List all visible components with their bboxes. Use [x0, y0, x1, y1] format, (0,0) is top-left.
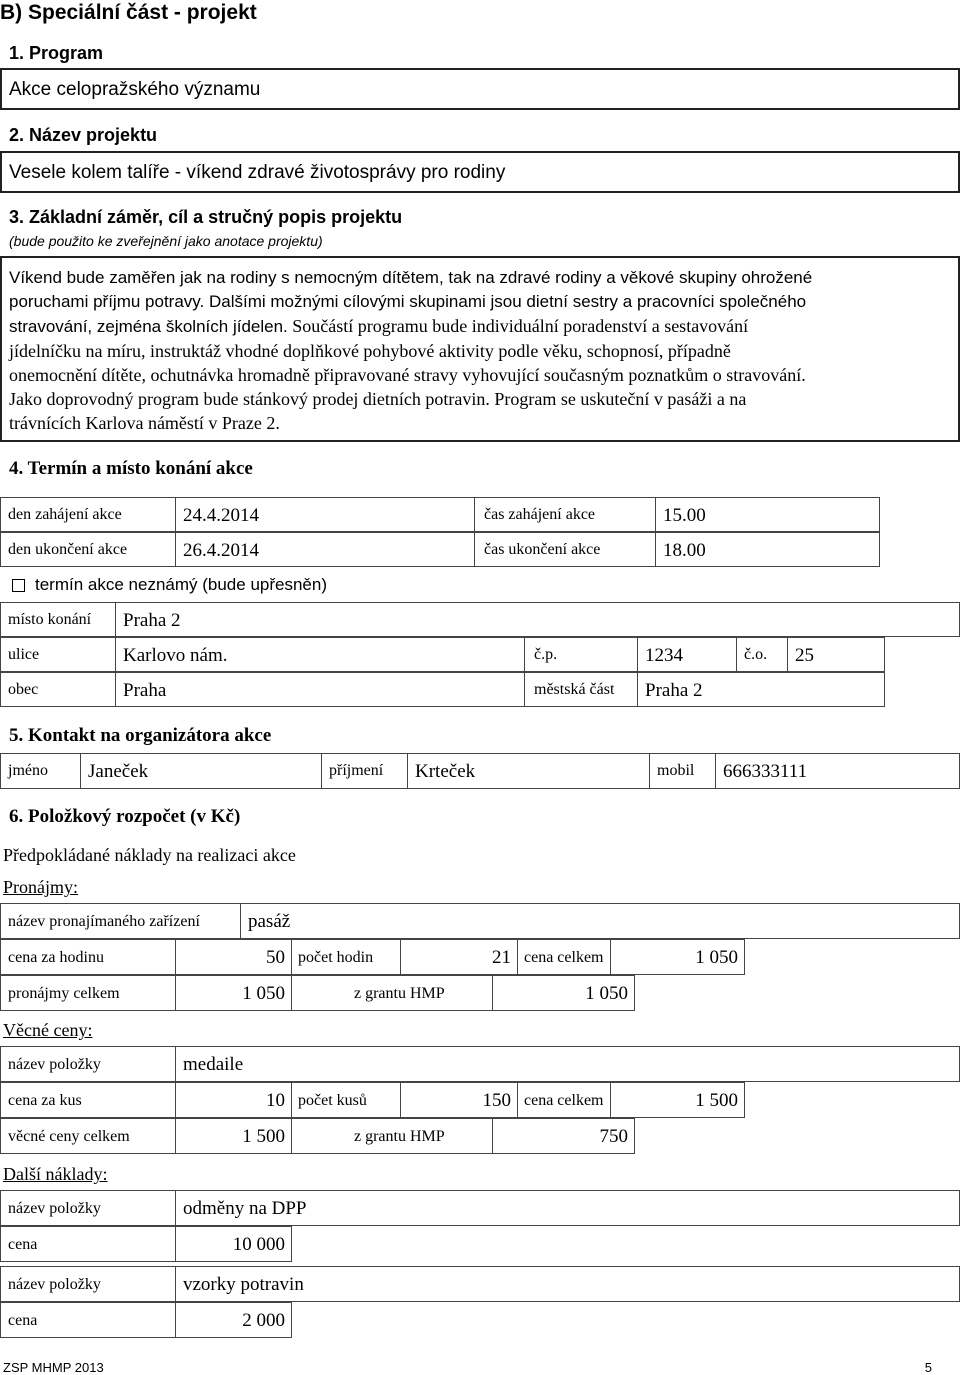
- prize-total-price-label: cena celkem: [524, 1092, 604, 1109]
- last-name-label: příjmení: [329, 762, 384, 779]
- pieces-label-cell: [292, 1082, 400, 1118]
- cp-field[interactable]: [637, 637, 737, 672]
- end-date-label-cell: [0, 532, 175, 567]
- other-item2-value: vzorky potravin: [183, 1274, 304, 1295]
- rent-total-price-field[interactable]: [610, 939, 745, 975]
- rent-name-value: pasáž: [248, 911, 291, 932]
- start-time-label-cell: [475, 497, 655, 532]
- end-time-value: 18.00: [663, 540, 706, 561]
- other-item2-field[interactable]: [175, 1266, 960, 1302]
- street-label-cell: [0, 637, 115, 672]
- budget-intro: Předpokládané náklady na realizaci akce: [3, 845, 296, 865]
- section-title: B) Speciální část - projekt: [0, 1, 257, 24]
- district-field[interactable]: [637, 672, 885, 707]
- piece-price-field[interactable]: [175, 1082, 292, 1118]
- last-name-value: Krteček: [415, 761, 476, 782]
- pieces-value: 150: [482, 1090, 511, 1111]
- intent-line-2a: poruchami příjmu potravy.: [9, 292, 205, 311]
- project-name-heading: 2. Název projektu: [9, 125, 158, 145]
- end-date-field[interactable]: [175, 532, 475, 567]
- piece-price-label: cena za kus: [8, 1092, 82, 1109]
- other-item1-label: název položky: [8, 1200, 101, 1217]
- start-date-label-cell: [0, 497, 175, 532]
- intent-line-1: Víkend bude zaměřen jak na rodiny s nemocným dítětem, tak na zdravé rodiny a věkové skupiny ohrožené: [9, 268, 813, 287]
- unknown-term-label: termín akce neznámý (bude upřesněn): [35, 575, 327, 594]
- town-value: Praha: [123, 680, 167, 701]
- hours-label: počet hodin: [298, 949, 374, 966]
- end-date-label: den ukončení akce: [8, 541, 128, 558]
- intent-line-6: Jako doprovodný program bude stánkový prodej dietních potravin. Program se uskuteční v pasáži a na: [9, 389, 747, 409]
- project-name-value: Vesele kolem talíře - víkend zdravé životosprávy pro rodiny: [9, 162, 506, 183]
- prizes-sum-label-cell: [0, 1118, 175, 1154]
- rent-name-label-cell: [0, 903, 240, 939]
- rent-sum-value: 1 050: [242, 983, 285, 1004]
- project-name-box: [0, 151, 960, 193]
- town-label-cell: [0, 672, 115, 707]
- other-price2-field[interactable]: [175, 1302, 292, 1338]
- end-time-label: čas ukončení akce: [484, 541, 601, 558]
- intent-note: (bude použito ke zveřejnění jako anotace projektu): [9, 233, 323, 249]
- mobile-field[interactable]: [715, 753, 960, 789]
- start-date-label: den zahájení akce: [8, 506, 122, 523]
- cp-value: 1234: [645, 645, 683, 666]
- footer-left: ZSP MHMP 2013: [3, 1360, 104, 1375]
- prize-total-price-label-cell: [518, 1082, 610, 1118]
- co-field[interactable]: [787, 637, 885, 672]
- intent-line-4: jídelníčku na míru, instruktáž vhodné doplňkové pohybové aktivity podle věku, schopnosí, případně: [9, 341, 731, 361]
- district-label-cell: [525, 672, 637, 707]
- street-value: Karlovo nám.: [123, 645, 228, 666]
- other-price1-label: cena: [8, 1236, 38, 1253]
- prize-name-field[interactable]: [175, 1046, 960, 1082]
- first-name-label: jméno: [8, 762, 48, 779]
- start-time-field[interactable]: [655, 497, 880, 532]
- rent-total-price-label: cena celkem: [524, 949, 604, 966]
- prize-name-label-cell: [0, 1046, 175, 1082]
- intent-line-3a: stravování, zejména školních jídelen.: [9, 317, 288, 336]
- piece-price-label-cell: [0, 1082, 175, 1118]
- prize-total-price-value: 1 500: [695, 1090, 738, 1111]
- prizes-sum-label: věcné ceny celkem: [8, 1128, 130, 1145]
- prizes-sum-value: 1 500: [242, 1126, 285, 1147]
- prize-name-value: medaile: [183, 1054, 244, 1075]
- start-time-value: 15.00: [663, 505, 706, 526]
- rent-sum-label-cell: [0, 975, 175, 1011]
- start-time-label: čas zahájení akce: [484, 506, 596, 523]
- rent-name-label: název pronajímaného zařízení: [8, 913, 200, 930]
- town-label: obec: [8, 681, 39, 698]
- term-heading: 4. Termín a místo konání akce: [9, 458, 253, 479]
- street-field[interactable]: [115, 637, 525, 672]
- intent-line-7: trávnících Karlova náměstí v Praze 2.: [9, 413, 280, 433]
- first-name-label-cell: [0, 753, 80, 789]
- prizes-sum-field[interactable]: [175, 1118, 292, 1154]
- town-field[interactable]: [115, 672, 525, 707]
- program-box: [0, 68, 960, 110]
- budget-heading: 6. Položkový rozpočet (v Kč): [9, 806, 241, 827]
- other-item1-value: odměny na DPP: [183, 1198, 307, 1219]
- program-heading: 1. Program: [9, 43, 104, 63]
- co-label-cell: [737, 637, 787, 672]
- first-name-field[interactable]: [80, 753, 322, 789]
- hour-price-label: cena za hodinu: [8, 949, 104, 966]
- end-time-label-cell: [475, 532, 655, 567]
- cp-label-cell: [525, 637, 637, 672]
- place-label: místo konání: [8, 611, 92, 628]
- other-price1-value: 10 000: [232, 1234, 285, 1255]
- prizes-title: Věcné ceny:: [3, 1020, 93, 1040]
- intent-heading: 3. Základní záměr, cíl a stručný popis projektu: [9, 207, 403, 227]
- hours-label-cell: [292, 939, 400, 975]
- pieces-field[interactable]: [400, 1082, 518, 1118]
- last-name-label-cell: [322, 753, 407, 789]
- cp-label: č.p.: [534, 646, 558, 663]
- place-field[interactable]: [115, 602, 960, 637]
- contact-heading: 5. Kontakt na organizátora akce: [9, 725, 272, 746]
- rent-title: Pronájmy:: [3, 877, 78, 897]
- prize-total-price-field[interactable]: [610, 1082, 745, 1118]
- intent-line-3b: Součástí programu bude individuální poradenství a sestavování: [287, 316, 749, 336]
- last-name-field[interactable]: [407, 753, 650, 789]
- start-date-field[interactable]: [175, 497, 475, 532]
- prizes-grant-label: z grantu HMP: [354, 1128, 445, 1145]
- prizes-grant-field[interactable]: [492, 1118, 635, 1154]
- intent-box: [0, 256, 960, 442]
- rent-grant-value: 1 050: [585, 983, 628, 1004]
- rent-sum-field[interactable]: [175, 975, 292, 1011]
- start-date-value: 24.4.2014: [183, 505, 259, 526]
- hours-field[interactable]: [400, 939, 518, 975]
- intent-line-5: onemocnění dítěte, ochutnávka hromadně připravované stravy vyhovující současným poznatkům o stravování.: [9, 365, 806, 385]
- pieces-label: počet kusů: [298, 1092, 367, 1109]
- other-title: Další náklady:: [3, 1164, 108, 1184]
- other-price1-label-cell: [0, 1226, 175, 1262]
- page-number: 5: [924, 1360, 932, 1375]
- other-price2-value: 2 000: [242, 1310, 285, 1331]
- piece-price-value: 10: [266, 1090, 285, 1111]
- end-date-value: 26.4.2014: [183, 540, 259, 561]
- hours-value: 21: [492, 947, 511, 968]
- other-price2-label: cena: [8, 1312, 38, 1329]
- program-value: Akce celopražského významu: [9, 79, 261, 100]
- place-value: Praha 2: [123, 610, 181, 631]
- prize-name-label: název položky: [8, 1056, 101, 1073]
- first-name-value: Janeček: [88, 761, 149, 782]
- other-item1-label-cell: [0, 1190, 175, 1226]
- rent-total-price-value: 1 050: [695, 947, 738, 968]
- rent-total-price-label-cell: [518, 939, 610, 975]
- prizes-grant-label-cell: [292, 1118, 492, 1154]
- co-value: 25: [795, 645, 814, 666]
- rent-grant-field[interactable]: [492, 975, 635, 1011]
- street-label: ulice: [8, 646, 40, 663]
- other-item1-field[interactable]: [175, 1190, 960, 1226]
- hour-price-value: 50: [266, 947, 285, 968]
- hour-price-field[interactable]: [175, 939, 292, 975]
- unknown-term-checkbox[interactable]: [12, 579, 25, 592]
- other-price2-label-cell: [0, 1302, 175, 1338]
- other-item2-label: název položky: [8, 1276, 101, 1293]
- rent-grant-label: z grantu HMP: [354, 985, 445, 1002]
- other-price1-field[interactable]: [175, 1226, 292, 1262]
- mobile-value: 666333111: [723, 761, 808, 782]
- end-time-field[interactable]: [655, 532, 880, 567]
- rent-grant-label-cell: [292, 975, 492, 1011]
- place-label-cell: [0, 602, 115, 637]
- mobile-label: mobil: [657, 762, 695, 779]
- hour-price-label-cell: [0, 939, 175, 975]
- mobile-label-cell: [650, 753, 715, 789]
- intent-line-2b: Dalšími možnými cílovými skupinami jsou dietní sestry a pracovníci společného: [204, 292, 807, 311]
- co-label: č.o.: [744, 646, 768, 663]
- district-label: městská část: [534, 681, 615, 698]
- rent-sum-label: pronájmy celkem: [8, 985, 120, 1002]
- other-item2-label-cell: [0, 1266, 175, 1302]
- district-value: Praha 2: [645, 680, 703, 701]
- prizes-grant-value: 750: [599, 1126, 628, 1147]
- rent-name-field[interactable]: [240, 903, 960, 939]
